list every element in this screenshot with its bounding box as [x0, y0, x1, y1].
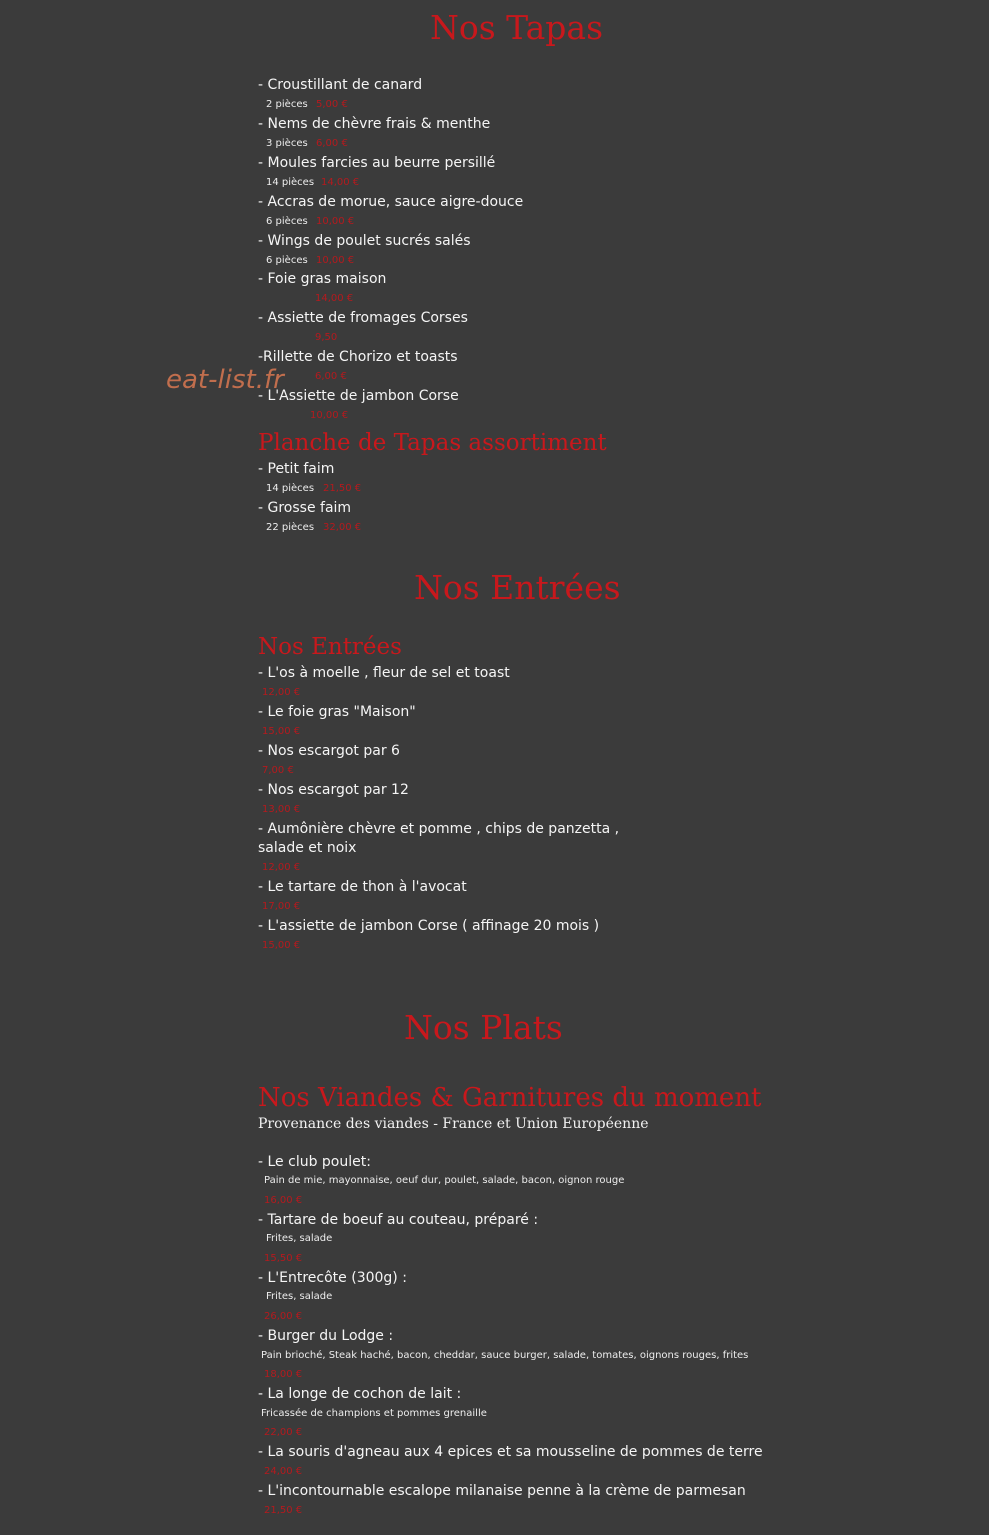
entree-item-name: - Nos escargot par 6 — [258, 743, 400, 759]
entree-item-price: 12,00 € — [262, 862, 301, 873]
tapas-item-name: - Accras de morue, sauce aigre-douce — [258, 194, 524, 210]
planche-item-name: - Petit faim — [258, 461, 335, 477]
entree-item-name: - L'assiette de jambon Corse ( affinage 20 mois ) — [258, 918, 600, 934]
entree-item-name: - Nos escargot par 12 — [258, 782, 409, 798]
entrees-title: Nos Entrées — [414, 568, 621, 607]
plat-item-price: 18,00 € — [264, 1369, 303, 1380]
tapas-item-price: 14,00 € — [321, 177, 360, 188]
tapas-title: Nos Tapas — [430, 8, 604, 47]
tapas-item-price: 9,50 — [315, 332, 338, 343]
plat-item-name: - Tartare de boeuf au couteau, préparé : — [258, 1212, 539, 1228]
tapas-item-qty: 2 pièces — [266, 99, 308, 110]
planche-item-name: - Grosse faim — [258, 500, 352, 516]
tapas-item-qty: 14 pièces — [266, 177, 315, 188]
meat-origin-note: Provenance des viandes - France et Union Européenne — [258, 1116, 649, 1132]
plat-item-price: 21,50 € — [264, 1505, 303, 1516]
entree-item-name: - L'os à moelle , fleur de sel et toast — [258, 665, 510, 681]
watermark: eat-list.fr — [166, 365, 284, 395]
tapas-item-price: 14,00 € — [315, 293, 354, 304]
tapas-item-name: - Wings de poulet sucrés salés — [258, 233, 471, 249]
entree-item-price: 13,00 € — [262, 804, 301, 815]
plat-item-desc: Pain de mie, mayonnaise, oeuf dur, poulet, salade, bacon, oignon rouge — [264, 1175, 625, 1186]
entree-item-name: - Le tartare de thon à l'avocat — [258, 879, 467, 895]
entree-item-price: 17,00 € — [262, 901, 301, 912]
plat-item-name: - L'Entrecôte (300g) : — [258, 1270, 407, 1286]
plat-item-name: - Burger du Lodge : — [258, 1328, 394, 1344]
plat-item-desc: Pain brioché, Steak haché, bacon, cheddar, sauce burger, salade, tomates, oignons rouges, frites — [261, 1350, 749, 1361]
plat-item-price: 26,00 € — [264, 1311, 303, 1322]
tapas-item-qty: 6 pièces — [266, 216, 308, 227]
plat-item-name: - La longe de cochon de lait : — [258, 1386, 462, 1402]
tapas-item-price: 10,00 € — [316, 216, 355, 227]
plat-item-desc: Fricassée de champions et pommes grenaille — [261, 1408, 487, 1419]
tapas-item-name: - Assiette de fromages Corses — [258, 310, 468, 326]
plats-title: Nos Plats — [404, 1008, 563, 1047]
tapas-item-price: 10,00 € — [310, 410, 349, 421]
plat-item-price: 16,00 € — [264, 1195, 303, 1206]
planche-item-qty: 22 pièces — [266, 522, 315, 533]
entree-item-price: 15,00 € — [262, 726, 301, 737]
plat-item-price: 15,50 € — [264, 1253, 303, 1264]
entree-item-name-cont: salade et noix — [258, 840, 357, 856]
tapas-item-price: 10,00 € — [316, 255, 355, 266]
plat-item-price: 24,00 € — [264, 1466, 303, 1477]
tapas-item-name: - L'Assiette de jambon Corse — [258, 388, 459, 404]
planche-item-price: 21,50 € — [323, 483, 362, 494]
planche-title: Planche de Tapas assortiment — [258, 430, 607, 456]
plat-item-name: - L'incontournable escalope milanaise penne à la crème de parmesan — [258, 1483, 746, 1499]
tapas-item-name: - Nems de chèvre frais & menthe — [258, 116, 491, 132]
tapas-item-price: 6,00 € — [316, 138, 348, 149]
plat-item-desc: Frites, salade — [266, 1233, 333, 1244]
entree-item-name: - Le foie gras "Maison" — [258, 704, 416, 720]
entree-item-price: 12,00 € — [262, 687, 301, 698]
plats-subtitle: Nos Viandes & Garnitures du moment — [258, 1083, 762, 1113]
tapas-item-qty: 6 pièces — [266, 255, 308, 266]
plat-item-name: - La souris d'agneau aux 4 epices et sa mousseline de pommes de terre — [258, 1444, 763, 1460]
tapas-item-name: - Foie gras maison — [258, 271, 387, 287]
tapas-item-qty: 3 pièces — [266, 138, 308, 149]
planche-item-qty: 14 pièces — [266, 483, 315, 494]
tapas-item-name: - Moules farcies au beurre persillé — [258, 155, 496, 171]
entree-item-name: - Aumônière chèvre et pomme , chips de panzetta , — [258, 821, 620, 837]
tapas-item-name: - Croustillant de canard — [258, 77, 423, 93]
plat-item-desc: Frites, salade — [266, 1291, 333, 1302]
entree-item-price: 15,00 € — [262, 940, 301, 951]
tapas-item-price: 5,00 € — [316, 99, 348, 110]
tapas-item-price: 6,00 € — [315, 371, 347, 382]
entree-item-price: 7,00 € — [262, 765, 294, 776]
plat-item-name: - Le club poulet: — [258, 1154, 371, 1170]
tapas-item-name: -Rillette de Chorizo et toasts — [258, 349, 458, 365]
entrees-subtitle: Nos Entrées — [258, 634, 402, 660]
planche-item-price: 32,00 € — [323, 522, 362, 533]
plat-item-price: 22,00 € — [264, 1427, 303, 1438]
